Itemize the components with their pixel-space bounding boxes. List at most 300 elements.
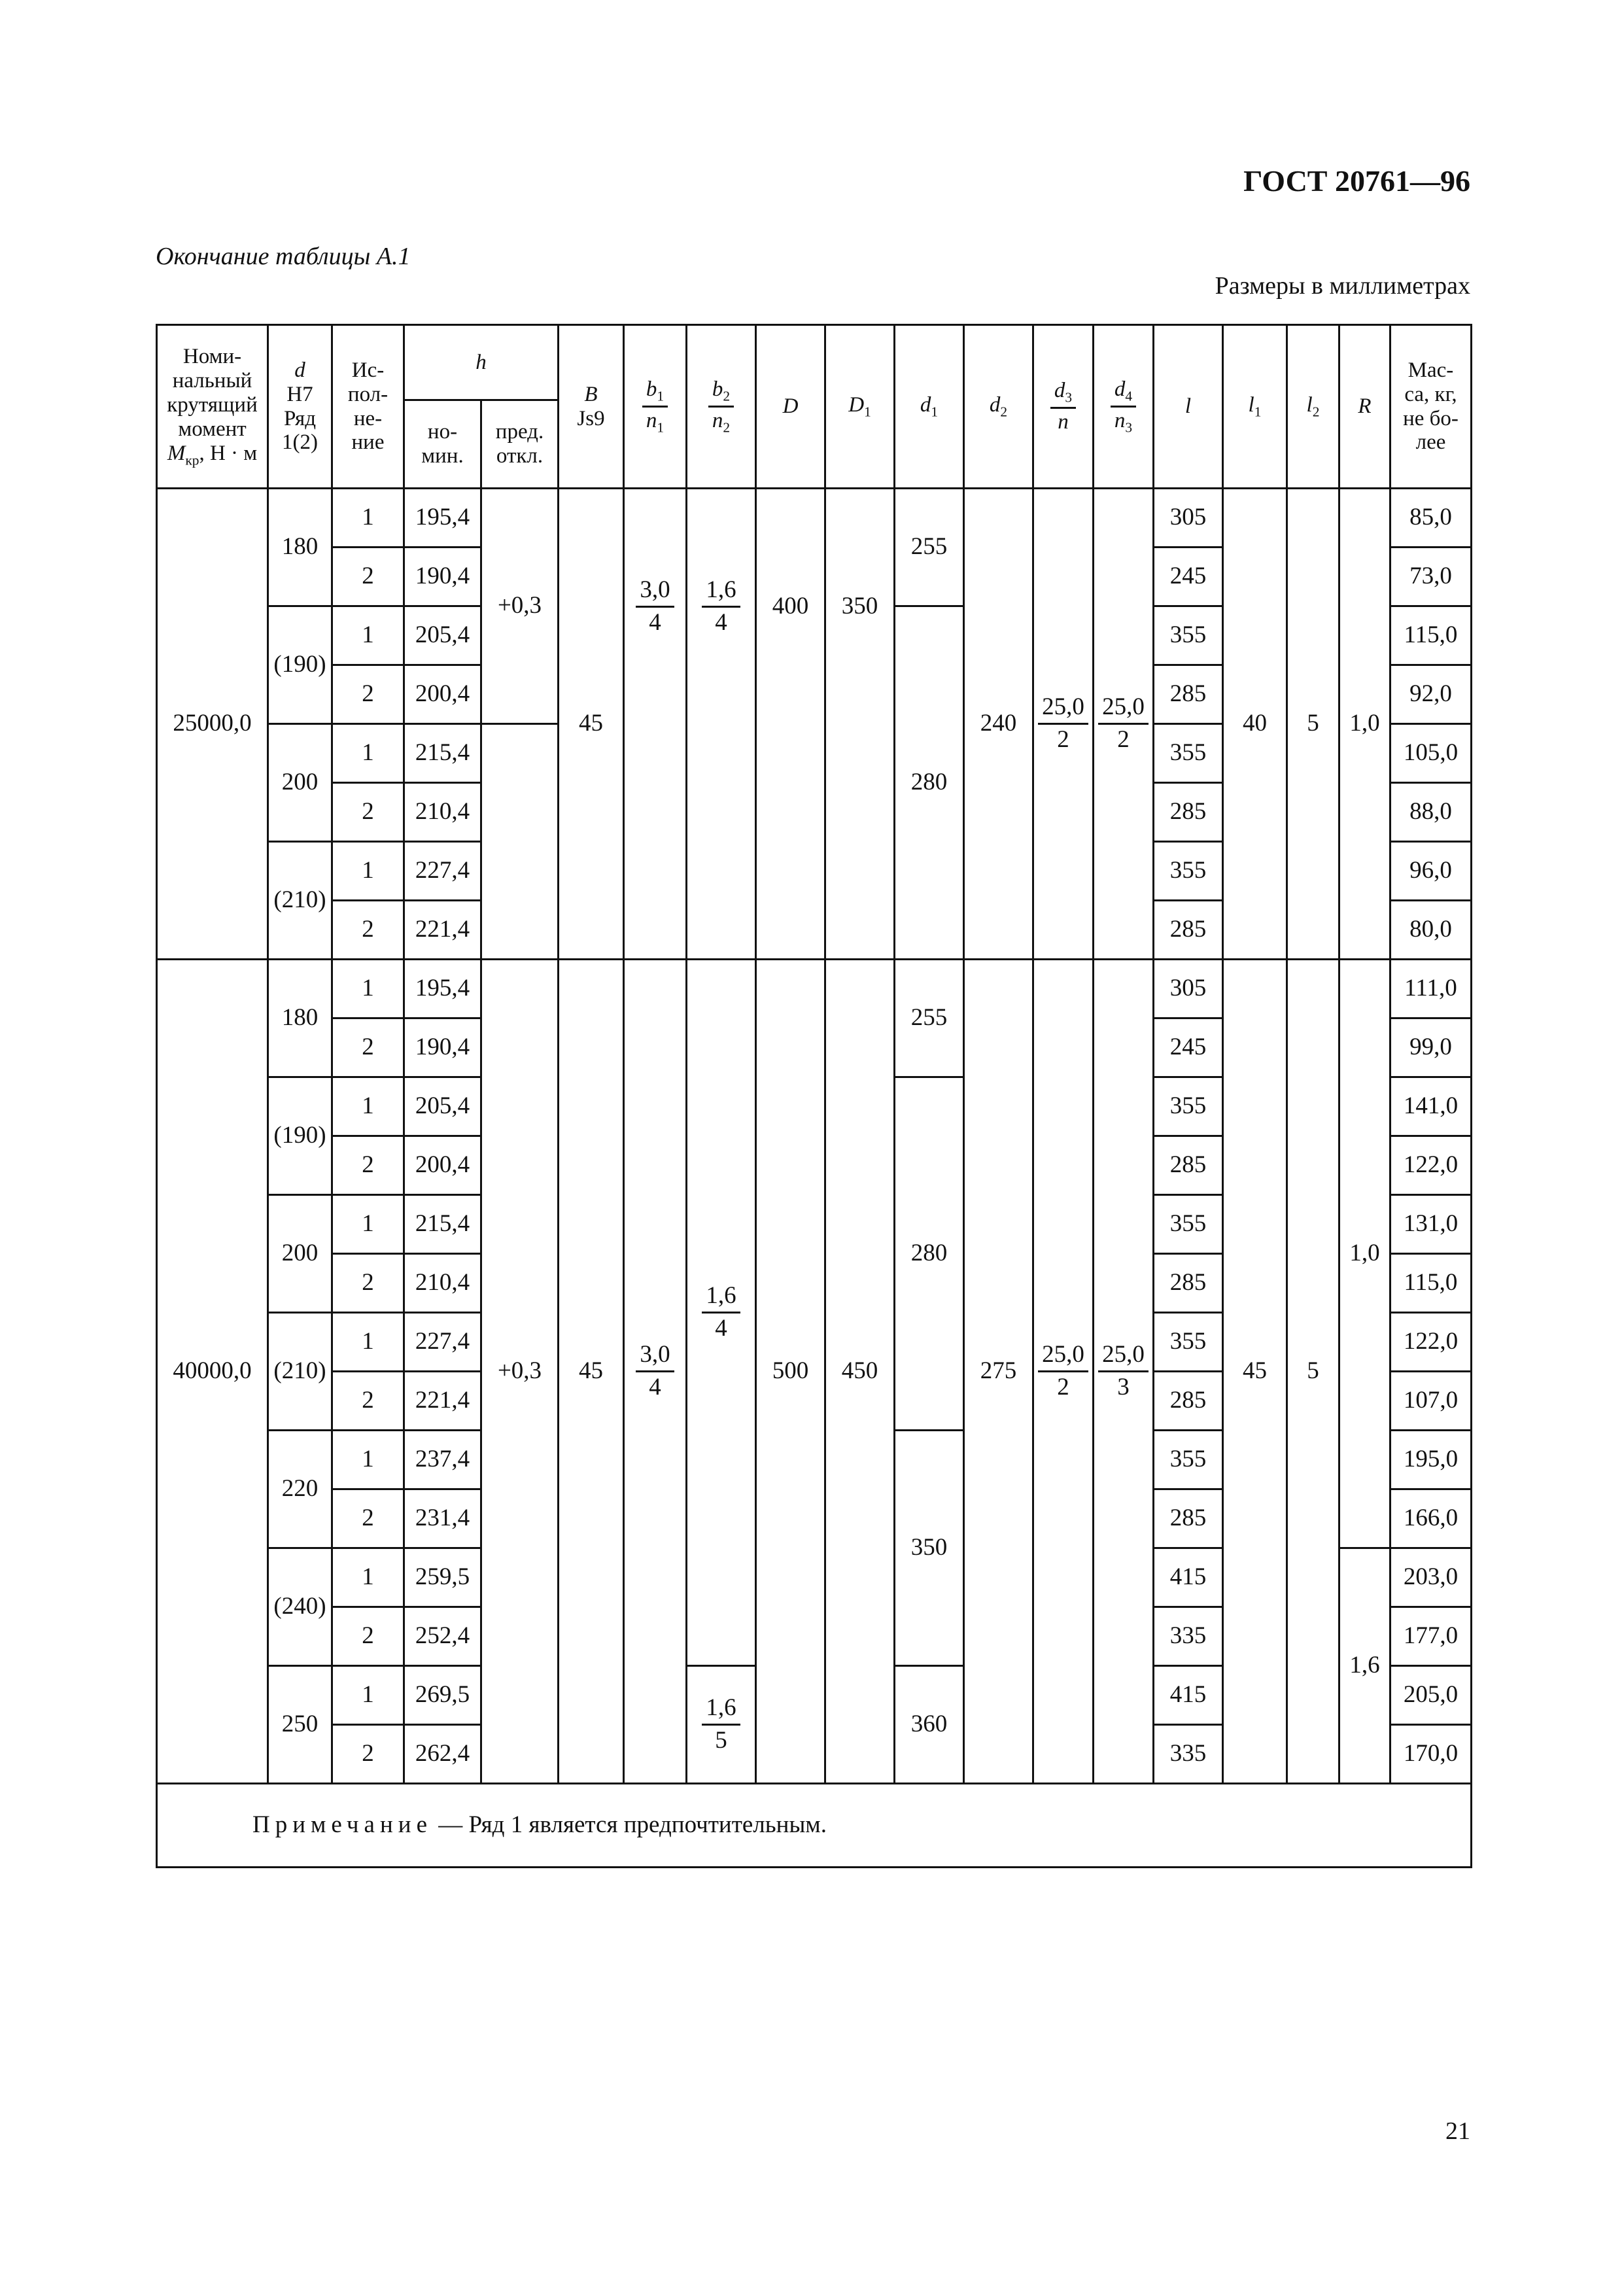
cell-l [1154,1018,1223,1077]
text-span: Мас- [1408,358,1454,382]
text-span: 355 [1169,1328,1207,1355]
multiline [1403,358,1459,455]
text-span: 285 [1169,1387,1207,1414]
cell-mass [1391,1548,1472,1607]
text-span: 262,4 [415,1740,470,1767]
cell-execution [332,665,404,724]
text-span: са, кг, [1404,382,1457,406]
fraction-denominator [1117,725,1130,754]
text-span: Js9 [577,406,605,430]
text-span: l [1248,393,1254,417]
text-span: 415 [1169,1563,1207,1591]
text-span: 1,6 [706,576,736,604]
subscript: 2 [1000,404,1008,420]
text-span: 245 [1169,1034,1207,1061]
text-span: Ис- [351,358,385,382]
text-span: 115,0 [1404,621,1458,649]
text-span: 2 [1057,1374,1069,1400]
multiline [282,383,318,455]
text-span: 88,0 [1409,798,1452,826]
fraction-numerator [1038,693,1088,725]
cell-h-nominal [404,1254,481,1313]
cell-execution [332,901,404,960]
cell-d4 [1094,489,1154,960]
text-span: 220 [281,1475,319,1503]
text-span: d [294,358,305,382]
subscript: 1 [864,404,871,420]
text-span: 122,0 [1403,1328,1459,1355]
cell-mass [1391,901,1472,960]
symbol [1358,394,1371,418]
subscript: кр [185,452,199,468]
symbol [1114,377,1133,404]
cell-d [268,489,332,606]
cell-l [1154,1607,1223,1666]
cell-l [1154,1077,1223,1136]
text-span: 237,4 [415,1446,470,1473]
cell-d [268,1077,332,1195]
text-span: 5 [715,1727,727,1754]
fraction-denominator [1117,1372,1130,1402]
text-span: 141,0 [1403,1092,1459,1120]
text-span: 250 [281,1711,319,1738]
text-span: 305 [1169,504,1207,531]
fraction [636,1341,674,1401]
text-span: 275 [980,1357,1017,1385]
cell-l [1154,842,1223,901]
text-span: 355 [1169,621,1207,649]
text-span: (210) [273,1357,326,1385]
cell-d1 [895,489,964,606]
subscript: 1 [657,419,665,436]
header-D1 [825,325,895,489]
text-span: 25,0 [1102,693,1145,721]
cell-h-nominal [404,665,481,724]
text-span: не- [353,406,383,430]
cell-h-nominal [404,489,481,548]
text-span: 1 [362,857,374,884]
text-span: 177,0 [1403,1622,1459,1650]
fraction-denominator [649,1372,661,1402]
text-span: 1 [362,975,374,1002]
text-span: 115,0 [1404,1269,1458,1296]
cell-mass [1391,606,1472,665]
cell-h-nominal [404,783,481,842]
cell-B [559,489,624,960]
cell-mass [1391,960,1472,1018]
dimensions-table [156,324,1470,1868]
symbol [646,377,665,404]
text-span: момент [178,417,247,442]
cell-execution [332,1018,404,1077]
text-span: 107,0 [1403,1387,1459,1414]
fraction [1038,693,1088,754]
cell-D1 [825,960,895,1784]
text-span: не бо- [1403,406,1459,430]
cell-d3 [1033,960,1094,1784]
cell-mass [1391,489,1472,548]
text-span: 2 [362,1269,374,1296]
symbol [712,377,731,404]
fraction-denominator [1057,1372,1069,1402]
fraction [636,576,674,636]
symbol [1248,393,1262,420]
cell-mass [1391,724,1472,783]
cell-h-deviation [481,960,559,1784]
text-span: 285 [1169,1151,1207,1179]
fraction-numerator [1111,377,1136,408]
cell-h-nominal [404,842,481,901]
subscript: 1 [657,388,665,404]
fraction-denominator [1058,409,1069,434]
cell-h-nominal [404,901,481,960]
text-span: 415 [1169,1681,1207,1709]
cell-execution [332,1313,404,1372]
cell-mass [1391,783,1472,842]
fraction [702,1694,740,1754]
text-span: 200,4 [415,1151,470,1179]
text-span: 1(2) [282,430,318,455]
text-span: 355 [1169,739,1207,767]
cell-D [756,960,825,1784]
cell-execution [332,1136,404,1195]
text-span: 2 [362,1387,374,1414]
header-h [404,325,559,400]
cell-b2-empty [687,724,756,960]
fraction [1098,1341,1149,1401]
text-span: 2 [362,563,374,590]
units-label: Размеры в миллиметрах [1215,272,1470,300]
fraction-denominator [646,408,664,436]
text-span: 180 [281,1004,319,1032]
cell-R [1339,1548,1391,1784]
cell-mass [1391,1254,1472,1313]
text-span: 166,0 [1403,1505,1459,1532]
header-torque [157,325,268,489]
text-span: Примечание [252,1811,432,1839]
text-span: пол- [347,382,389,406]
cell-l2 [1287,489,1339,960]
text-span: 205,4 [415,1092,470,1120]
text-span: (240) [273,1593,326,1620]
text-span: 92,0 [1409,680,1452,708]
cell-d [268,1666,332,1784]
text-span: b [646,377,657,402]
text-span: 5 [1307,1357,1319,1385]
text-span: 285 [1169,798,1207,826]
text-span: 400 [772,592,809,619]
cell-execution [332,1254,404,1313]
text-span: 215,4 [415,739,470,767]
text-span: 190,4 [415,563,470,590]
cell-l [1154,1725,1223,1784]
cell-execution [332,1725,404,1784]
fraction-numerator [1050,379,1076,409]
subscript: 3 [1065,389,1073,406]
text-span: 355 [1169,857,1207,884]
text-span: 355 [1169,1446,1207,1473]
text-span: Номи- [182,345,242,369]
text-span: 25,0 [1042,1341,1084,1368]
text-span: 2 [362,916,374,943]
text-span: 335 [1169,1622,1207,1650]
text-span: 285 [1169,1505,1207,1532]
text-span: 285 [1169,1269,1207,1296]
subscript: 2 [723,419,731,436]
text-span: 2 [362,1034,374,1061]
cell-d [268,1195,332,1313]
text-span: , Н · м [199,442,258,466]
cell-l [1154,489,1223,548]
fraction [1111,377,1136,435]
text-span: — Ряд 1 является предпочтительным. [432,1811,827,1839]
text-span: l [1306,393,1313,417]
fraction [1098,693,1149,754]
cell-execution [332,1195,404,1254]
text-span: 96,0 [1409,857,1452,884]
text-span: 360 [910,1711,948,1738]
subscript: 2 [723,388,731,404]
cell-h-nominal [404,1018,481,1077]
cell-l [1154,1666,1223,1725]
cell-b1-empty [624,724,687,960]
header-d4-n3 [1094,325,1154,489]
text-span: d [1114,377,1126,402]
text-span: +0,3 [497,592,542,619]
document-code: ГОСТ 20761—96 [1243,164,1470,198]
cell-b1 [624,489,687,724]
text-span: (190) [273,651,326,678]
cell-d1 [895,1077,964,1431]
cell-d [268,842,332,960]
fraction-numerator [708,377,734,408]
text-span: d [1054,379,1065,403]
text-span: 350 [910,1534,948,1561]
cell-mass [1391,1431,1472,1489]
cell-l [1154,1372,1223,1431]
text-span: n [712,409,723,432]
text-span: D [782,394,799,419]
text-span: 215,4 [415,1210,470,1238]
multiline [167,345,258,441]
header-d1 [895,325,964,489]
cell-b1 [624,960,687,1784]
cell-mass [1391,1607,1472,1666]
cell-d [268,724,332,842]
cell-h-nominal [404,1136,481,1195]
cell-d [268,1431,332,1548]
cell-D1 [825,489,895,724]
cell-d [268,606,332,724]
fraction-numerator [1038,1341,1088,1372]
text-span: b [712,377,723,402]
symbol [1185,394,1191,418]
cell-execution [332,960,404,1018]
fraction-numerator [636,576,674,608]
cell-mass [1391,842,1472,901]
table-caption: Окончание таблицы А.1 [156,243,411,270]
text-span: 2 [362,1151,374,1179]
cell-mass [1391,548,1472,606]
text-span: нальный [172,369,252,393]
cell-execution [332,1548,404,1607]
cell-h-nominal [404,548,481,606]
fraction [708,377,734,435]
cell-l [1154,1489,1223,1548]
text-span: 2 [362,1505,374,1532]
text-span: M [167,442,186,466]
text-span: 252,4 [415,1622,470,1650]
text-span: 231,4 [415,1505,470,1532]
text-span: 227,4 [415,857,470,884]
text-span: Ряд [283,406,317,430]
cell-R [1339,489,1391,960]
text-span: 1,6 [1349,1652,1380,1679]
header-d2 [964,325,1033,489]
symbol [848,393,871,420]
cell-l [1154,724,1223,783]
text-span: d [920,393,931,417]
fraction-denominator [712,408,730,436]
text-span: но- [427,420,458,444]
symbol [783,394,799,418]
cell-execution [332,724,404,783]
text-span: 5 [1307,710,1319,737]
subscript: 3 [1125,419,1133,436]
text-span: 111,0 [1404,975,1457,1002]
cell-execution [332,489,404,548]
cell-h-nominal [404,1666,481,1725]
fraction [702,1282,740,1342]
subscript: 2 [1312,404,1320,420]
text-span: 3,0 [640,576,670,604]
text-span: 25,0 [1102,1341,1145,1368]
text-span: 2 [362,1740,374,1767]
cell-b2 [687,960,756,1666]
cell-h-nominal [404,1607,481,1666]
cell-D-empty [756,724,825,960]
text-span: 2 [362,680,374,708]
text-span: 1 [362,1446,374,1473]
text-span: 25,0 [1042,693,1084,721]
text-span: 1,0 [1349,710,1380,737]
text-span: 245 [1169,563,1207,590]
header-mass [1391,325,1472,489]
cell-mass [1391,1018,1472,1077]
cell-h-nominal [404,1431,481,1489]
cell-execution [332,1431,404,1489]
cell-h-nominal [404,960,481,1018]
text-span: 3,0 [640,1341,670,1368]
symbol [646,409,665,436]
multiline [496,420,544,468]
text-span: 131,0 [1403,1210,1459,1238]
text-span: 4 [649,608,661,636]
text-span: 200 [281,1240,319,1267]
text-span: 85,0 [1409,504,1452,531]
text-span: 73,0 [1409,563,1452,590]
text-span: (190) [273,1122,326,1149]
text-span: 200,4 [415,680,470,708]
cell-execution [332,1666,404,1725]
cell-h-nominal [404,724,481,783]
fraction-numerator [636,1341,674,1372]
text-span: 203,0 [1403,1563,1459,1591]
text-span: 210,4 [415,798,470,826]
text-span: 195,0 [1403,1446,1459,1473]
fraction-denominator [715,1726,727,1755]
text-span: 2 [1117,726,1130,753]
text-span: 170,0 [1403,1740,1459,1767]
cell-h-nominal [404,1725,481,1784]
cell-h-nominal [404,1313,481,1372]
cell-d [268,1313,332,1431]
cell-mass [1391,1666,1472,1725]
text-span: 335 [1169,1740,1207,1767]
cell-R [1339,960,1391,1548]
cell-l [1154,1195,1223,1254]
cell-h-nominal [404,1548,481,1607]
header-d3-n [1033,325,1094,489]
multiline [421,420,463,468]
text-span: 40000,0 [173,1357,252,1385]
fraction-numerator [702,1282,740,1313]
text-span: n [646,409,657,432]
fraction-numerator [1098,693,1149,725]
subscript: 1 [1254,404,1262,420]
cell-mass [1391,1077,1472,1136]
text-span: 3 [1117,1374,1130,1400]
table-row [157,960,1472,1018]
cell-l1 [1223,960,1287,1784]
cell-h-nominal [404,1195,481,1254]
text-span: 221,4 [415,916,470,943]
text-span: лее [1415,430,1446,455]
text-span: 195,4 [415,504,470,531]
text-span: 45 [579,1357,603,1385]
text-span: ние [351,430,385,455]
header-l [1154,325,1223,489]
text-span: 45 [579,710,603,737]
cell-b2 [687,1666,756,1784]
text-span: 1 [362,504,374,531]
cell-torque [157,960,268,1784]
cell-l2 [1287,960,1339,1784]
fraction-numerator [1098,1341,1149,1372]
cell-execution [332,1607,404,1666]
header-row [157,325,1472,400]
text-span: 500 [772,1357,809,1385]
cell-d1 [895,606,964,960]
text-span: 221,4 [415,1387,470,1414]
cell-l [1154,1431,1223,1489]
cell-d1 [895,1431,964,1666]
symbol [167,442,199,468]
text-span: 1,6 [706,1694,736,1722]
text-span: 210,4 [415,1269,470,1296]
text-span: 99,0 [1409,1034,1452,1061]
text-span: 205,0 [1403,1681,1459,1709]
text-span: 240 [980,710,1017,737]
text-span: 4 [715,1315,727,1342]
text-span: 355 [1169,1210,1207,1238]
header-d [268,325,332,489]
symbol [989,393,1008,420]
header-execution [332,325,404,489]
cell-execution [332,1372,404,1431]
text-span: 200 [281,769,319,796]
text-span: откл. [496,444,544,468]
